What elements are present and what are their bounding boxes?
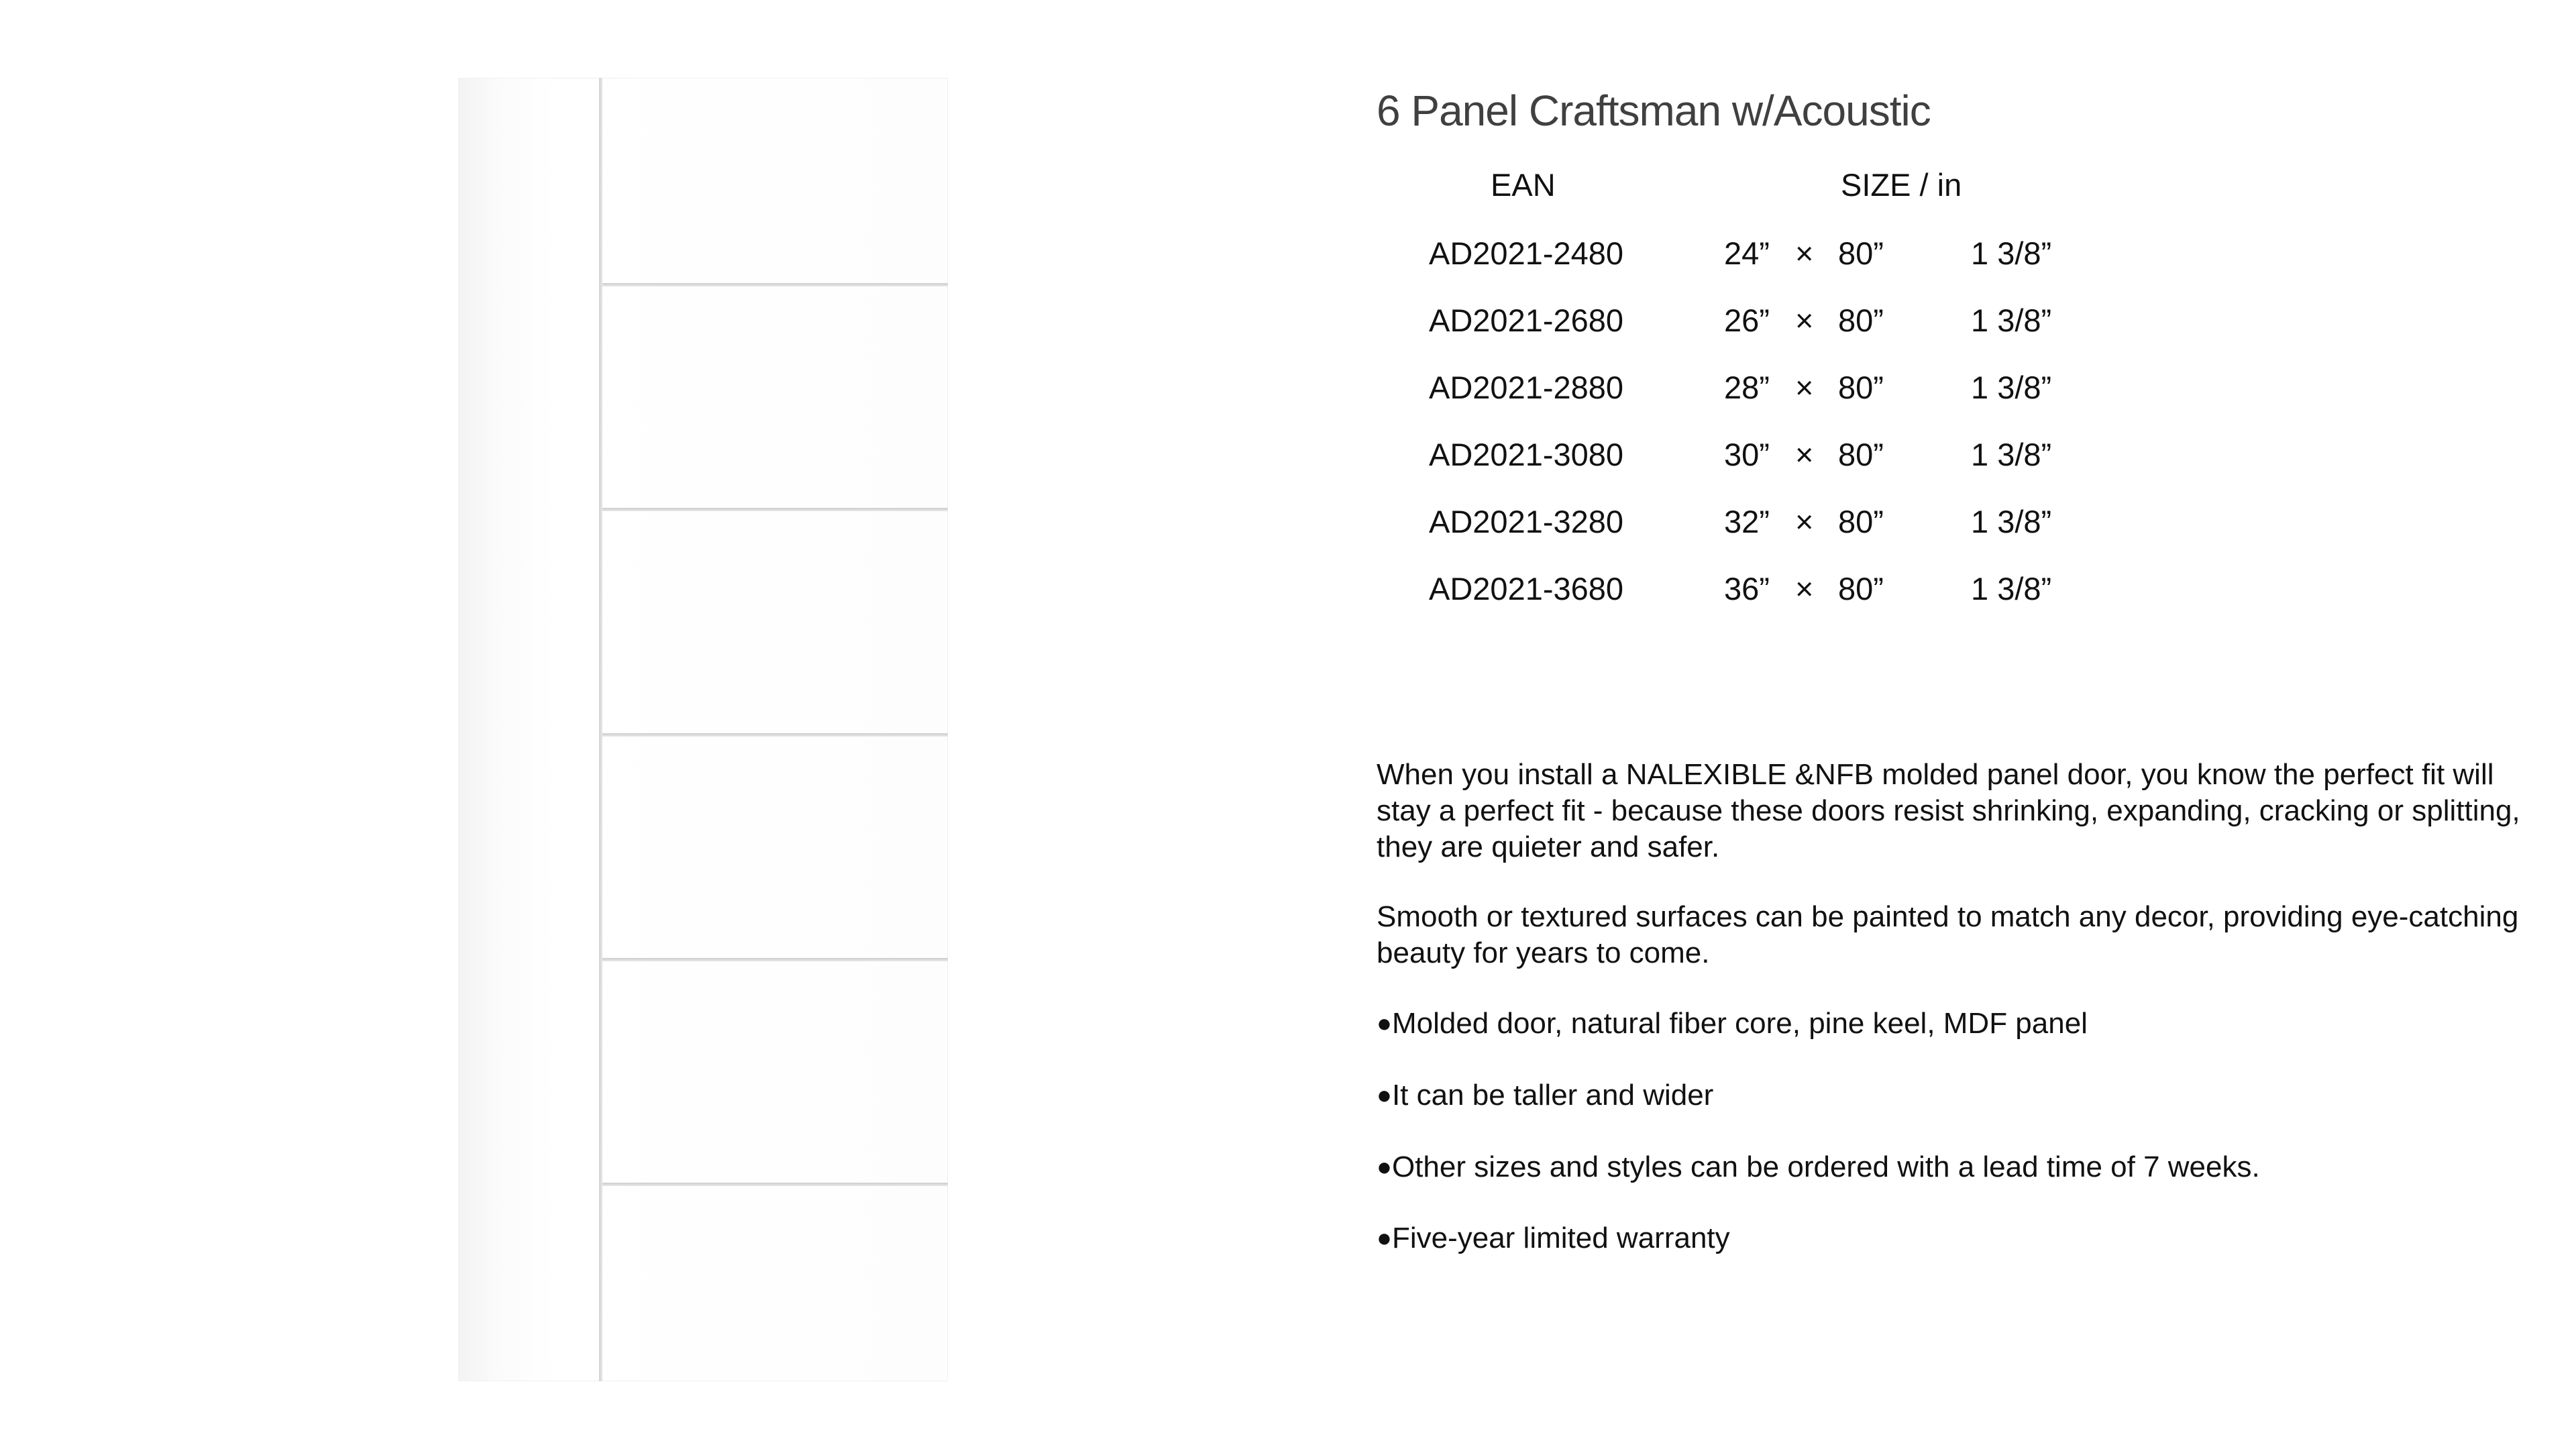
feature-text: It can be taller and wider bbox=[1391, 1079, 1714, 1112]
door-thickness: 1 3/8” bbox=[1971, 303, 2052, 338]
door-height: 80” bbox=[1838, 571, 1884, 606]
door-thickness: 1 3/8” bbox=[1971, 370, 2052, 405]
feature-text: Five-year limited warranty bbox=[1391, 1222, 1730, 1254]
product-title: 6 Panel Craftsman w/Acoustic bbox=[1377, 87, 1931, 135]
door-width: 26” bbox=[1724, 303, 1770, 338]
door-width: 30” bbox=[1724, 437, 1770, 472]
door-height: 80” bbox=[1838, 303, 1884, 338]
door-width: 24” bbox=[1724, 235, 1770, 271]
door-rail bbox=[602, 283, 948, 286]
ean-code: AD2021-2880 bbox=[1429, 370, 1624, 405]
times-sign: × bbox=[1795, 437, 1814, 472]
spec-row bbox=[0, 570, 2576, 610]
times-sign: × bbox=[1795, 571, 1814, 606]
spec-row bbox=[0, 369, 2576, 409]
feature-text: Molded door, natural fiber core, pine keel, MDF panel bbox=[1391, 1007, 2088, 1040]
door-height: 80” bbox=[1838, 504, 1884, 539]
ean-code: AD2021-3280 bbox=[1429, 504, 1624, 539]
ean-code: AD2021-2480 bbox=[1429, 235, 1624, 271]
bullet-dot-icon: ● bbox=[1377, 1153, 1392, 1181]
spec-row bbox=[0, 235, 2576, 275]
times-sign: × bbox=[1795, 235, 1814, 271]
door-thickness: 1 3/8” bbox=[1971, 571, 2052, 606]
spec-row bbox=[0, 436, 2576, 476]
feature-bullet bbox=[1377, 1077, 1713, 1114]
door-rail bbox=[602, 958, 948, 961]
feature-bullet bbox=[1377, 1220, 1730, 1256]
door-height: 80” bbox=[1838, 235, 1884, 271]
bullet-dot-icon: ● bbox=[1377, 1081, 1392, 1110]
door-height: 80” bbox=[1838, 437, 1884, 472]
feature-text: Other sizes and styles can be ordered with a lead time of 7 weeks. bbox=[1391, 1150, 2260, 1183]
feature-bullet bbox=[1377, 1006, 2088, 1042]
feature-bullet bbox=[1377, 1149, 2260, 1185]
door-width: 32” bbox=[1724, 504, 1770, 539]
ean-column-header: EAN bbox=[1491, 167, 1556, 203]
bullet-dot-icon: ● bbox=[1377, 1010, 1392, 1038]
description-paragraph: Smooth or textured surfaces can be painted to match any decor, providing eye-catching beauty for years to come. bbox=[1377, 900, 2519, 969]
door-thickness: 1 3/8” bbox=[1971, 235, 2052, 271]
description-paragraph: When you install a NALEXIBLE &NFB molded panel door, you know the perfect fit will stay a perfect fit - because these doors resist shrinking, expanding, cracking or splitting, they are quieter and safer. bbox=[1377, 758, 2520, 863]
size-column-header: SIZE / in bbox=[1841, 167, 1962, 203]
spec-row bbox=[0, 302, 2576, 342]
door-rail bbox=[602, 733, 948, 737]
times-sign: × bbox=[1795, 303, 1814, 338]
times-sign: × bbox=[1795, 504, 1814, 539]
door-thickness: 1 3/8” bbox=[1971, 437, 2052, 472]
door-width: 28” bbox=[1724, 370, 1770, 405]
times-sign: × bbox=[1795, 370, 1814, 405]
door-thickness: 1 3/8” bbox=[1971, 504, 2052, 539]
ean-code: AD2021-3080 bbox=[1429, 437, 1624, 472]
door-width: 36” bbox=[1724, 571, 1770, 606]
door-height: 80” bbox=[1838, 370, 1884, 405]
ean-code: AD2021-3680 bbox=[1429, 571, 1624, 606]
bullet-dot-icon: ● bbox=[1377, 1224, 1392, 1252]
spec-row bbox=[0, 503, 2576, 543]
ean-code: AD2021-2680 bbox=[1429, 303, 1624, 338]
door-rail bbox=[602, 1183, 948, 1186]
